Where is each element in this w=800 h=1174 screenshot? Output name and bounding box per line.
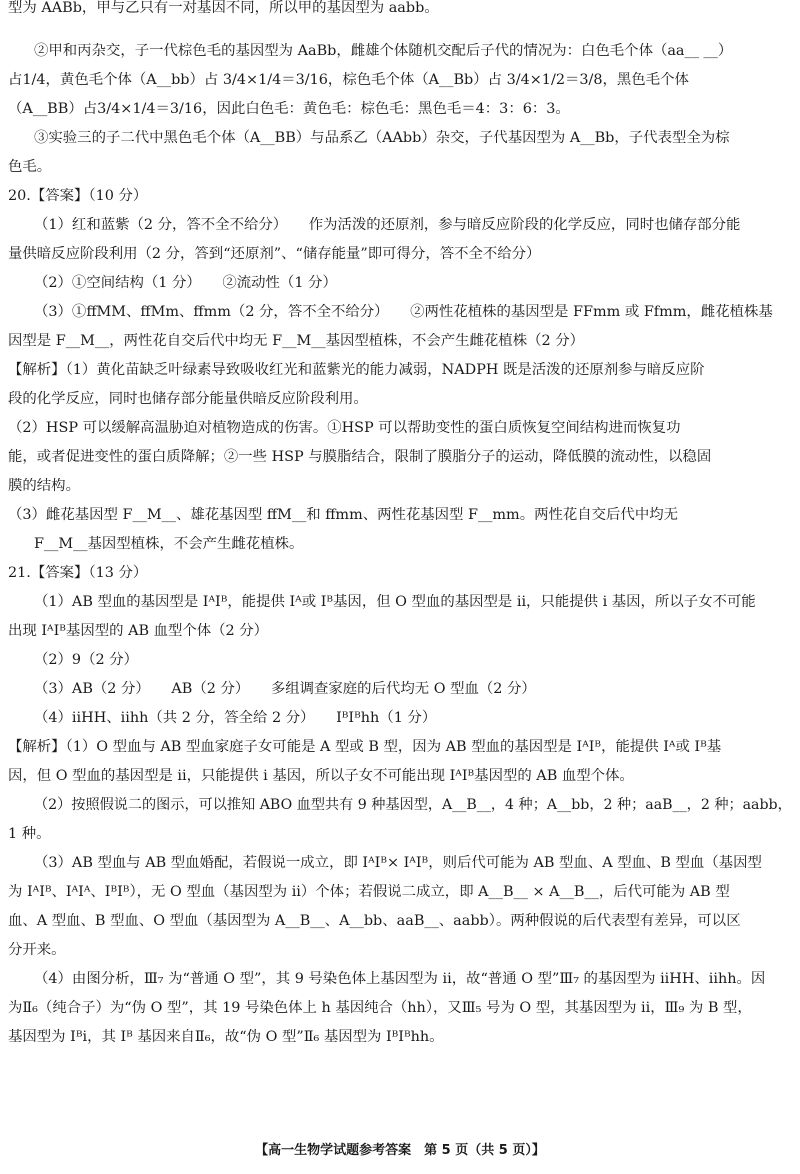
text-line: 血、A 型血、B 型血、O 型血（基因型为 A__B__、A__bb、aaB__、aabb）。两种假说的后代表型有差异，可以区 <box>8 913 741 929</box>
text-line: 分开来。 <box>8 942 66 958</box>
question-heading-21: 21.【答案】（13 分） <box>8 565 148 581</box>
text-line: 因，但 O 型血的基因型是 ii，只能提供 i 基因，所以子女不可能出现 IᴬIᴮ基因型的 AB 血型个体。 <box>8 768 634 784</box>
text-line: （2）HSP 可以缓解高温胁迫对植物造成的伤害。①HSP 可以帮助变性的蛋白质恢复空间结构进而恢复功 <box>8 420 681 436</box>
page-footer: 【高一生物学试题参考答案 第 5 页（共 5 页）】 <box>255 1143 545 1158</box>
text-line: （2）按照假说二的图示，可以推知 ABO 血型共有 9 种基因型，A__B__，4 种；A__bb，2 种；aaB__，2 种；aabb， <box>34 797 792 813</box>
analysis-line: 【解析】（1）黄化苗缺乏叶绿素导致吸收红光和蓝紫光的能力减弱，NADPH 既是活泼的还原剂参与暗反应阶 <box>8 362 705 378</box>
text-line: （4）由图分析，Ⅲ₇ 为“普通 O 型”，其 9 号染色体上基因型为 ii，故“普通 O 型”Ⅲ₇ 的基因型为 iiHH、iihh。因 <box>34 971 766 987</box>
text-line: 为Ⅱ₆（纯合子）为“伪 O 型”，其 19 号染色体上 h 基因纯合（hh），又Ⅲ₅ 号为 O 型，其基因型为 ii，Ⅲ₉ 为 B 型， <box>8 1000 752 1016</box>
analysis-line: 【解析】（1）O 型血与 AB 型血家庭子女可能是 A 型或 B 型，因为 AB 型血的基因型是 IᴬIᴮ，能提供 Iᴬ或 Iᴮ基 <box>8 739 722 755</box>
text-line: 型为 AABb，甲与乙只有一对基因不同，所以甲的基因型为 aabb。 <box>8 0 439 16</box>
text-line: （4）iiHH、iihh（共 2 分，答全给 2 分） IᴮIᴮhh（1 分） <box>34 710 437 726</box>
text-line: 膜的结构。 <box>8 478 80 494</box>
text-line: 段的化学反应，同时也储存部分能量供暗反应阶段利用。 <box>8 391 368 407</box>
text-line: 色毛。 <box>8 159 52 175</box>
text-line: 能，或者促进变性的蛋白质降解；②一些 HSP 与膜脂结合，限制了膜脂分子的运动，降低膜的流动性，以稳固 <box>8 449 712 465</box>
text-line: （A__BB）占3/4×1/4＝3/16，因此白色毛：黄色毛：棕色毛：黑色毛＝4：3：6：3。 <box>8 101 570 117</box>
text-line: 占1/4，黄色毛个体（A__bb）占 3/4×1/4＝3/16，棕色毛个体（A__Bb）占 3/4×1/2＝3/8，黑色毛个体 <box>8 72 689 88</box>
text-line: F__M__基因型植株，不会产生雌花植株。 <box>34 536 304 552</box>
text-line: ②甲和丙杂交，子一代棕色毛的基因型为 AaBb，雌雄个体随机交配后子代的情况为：白色毛个体（aa__ __） <box>34 43 733 59</box>
question-heading-20: 20.【答案】（10 分） <box>8 188 148 204</box>
text-line: （3）AB（2 分） AB（2 分） 多组调查家庭的后代均无 O 型血（2 分） <box>34 681 536 697</box>
text-line: （1）红和蓝紫（2 分，答不全不给分） 作为活泼的还原剂，参与暗反应阶段的化学反应，同时也储存部分能 <box>34 217 741 233</box>
text-line: 基因型为 Iᴮi，其 Iᴮ 基因来自Ⅱ₆，故“伪 O 型”Ⅱ₆ 基因型为 IᴮIᴮhh。 <box>8 1029 444 1045</box>
text-line: ③实验三的子二代中黑色毛个体（A__BB）与品系乙（AAbb）杂交，子代基因型为 A__Bb，子代表型全为棕 <box>34 130 730 146</box>
text-line: （2）9（2 分） <box>34 652 138 668</box>
text-line: （3）AB 型血与 AB 型血婚配，若假说一成立，即 IᴬIᴮ× IᴬIᴮ，则后代可能为 AB 型血、A 型血、B 型血（基因型 <box>34 855 762 871</box>
text-line: （3）①ffMM、ffMm、ffmm（2 分，答不全不给分） ②两性花植株的基因型是 FFmm 或 Ffmm，雌花植株基 <box>34 304 773 320</box>
text-line: （1）AB 型血的基因型是 IᴬIᴮ，能提供 Iᴬ或 Iᴮ基因，但 O 型血的基因型是 ii，只能提供 i 基因，所以子女不可能 <box>34 594 756 610</box>
text-line: 为 IᴬIᴮ、IᴬIᴬ、IᴮIᴮ），无 O 型血（基因型为 ii）个体；若假说二成立，即 A__B__ × A__B__，后代可能为 AB 型 <box>8 884 730 900</box>
text-line: 1 种。 <box>8 826 51 842</box>
text-line: （2）①空间结构（1 分） ②流动性（1 分） <box>34 275 337 291</box>
text-line: 出现 IᴬIᴮ基因型的 AB 血型个体（2 分） <box>8 623 269 639</box>
text-line: 量供暗反应阶段利用（2 分，答到“还原剂”、“储存能量”即可得分，答不全不给分） <box>8 246 541 262</box>
text-line: （3）雌花基因型 F__M__、雄花基因型 ffM__和 ffmm、两性花基因型 F__mm。两性花自交后代中均无 <box>8 507 678 523</box>
text-line: 因型是 F__M__，两性花自交后代中均无 F__M__基因型植株，不会产生雌花植株（2 分） <box>8 333 584 349</box>
